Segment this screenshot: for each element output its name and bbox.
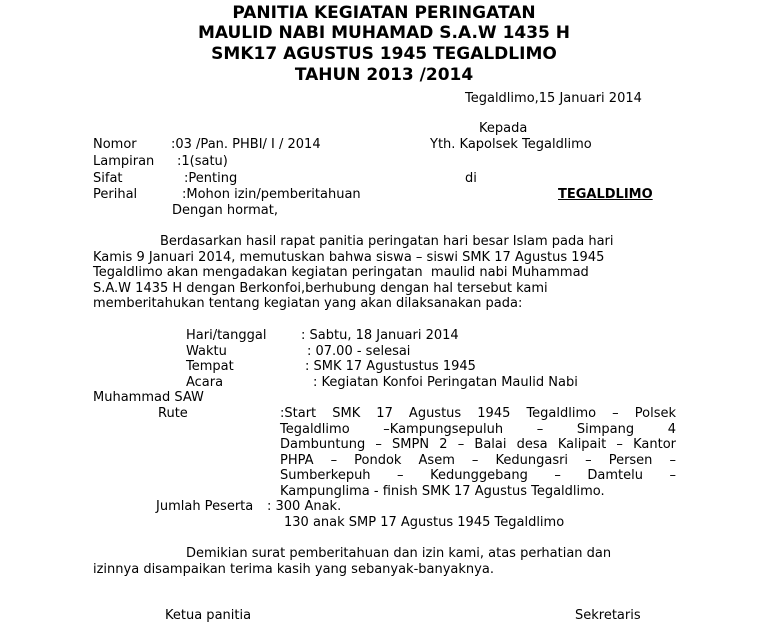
rute-line-6: Kampunglima - finish SMK 17 Agustus Tegaldlimo. xyxy=(280,484,605,499)
recipient-di: di xyxy=(465,171,477,186)
signature-sekretaris: Sekretaris xyxy=(575,608,641,623)
body-line-4: S.A.W 1435 H dengan Berkonfoi,berhubung dengan hal tersebut kami xyxy=(93,281,548,296)
lampiran-label: Lampiran xyxy=(93,154,155,169)
acara-value: : Kegiatan Konfoi Peringatan Maulid Nabi xyxy=(313,375,578,390)
closing-line-1: Demikian surat pemberitahuan dan izin kami, atas perhatian dan xyxy=(186,546,612,561)
body-line-3: Tegaldlimo akan mengadakan kegiatan peringatan maulid nabi Muhammad xyxy=(93,265,589,280)
rute-label: Rute xyxy=(158,406,188,421)
jumlah-label: Jumlah Peserta xyxy=(156,499,254,514)
header-line-3: SMK17 AGUSTUS 1945 TEGALDLIMO xyxy=(211,44,557,64)
body-line-2: Kamis 9 Januari 2014, memutuskan bahwa siswa – siswi SMK 17 Agustus 1945 xyxy=(93,250,605,265)
nomor-label: Nomor xyxy=(93,137,137,152)
rute-line-2: Tegaldlimo –Kampungsepuluh – Simpang 4 xyxy=(280,421,676,437)
tempat-value: : SMK 17 Agustustus 1945 xyxy=(305,359,476,374)
tempat-label: Tempat xyxy=(186,359,234,374)
perihal-label: Perihal xyxy=(93,187,138,202)
closing-line-2: izinnya disampaikan terima kasih yang sebanyak-banyaknya. xyxy=(93,562,494,577)
rute-line-3: Dambuntung – SMPN 2 – Balai desa Kalipait – Kantor xyxy=(280,437,676,453)
waktu-label: Waktu xyxy=(186,344,227,359)
waktu-value: : 07.00 - selesai xyxy=(307,344,411,359)
nomor-value: :03 /Pan. PHBI/ I / 2014 xyxy=(171,137,321,152)
lampiran-value: :1(satu) xyxy=(177,154,228,169)
hari-label: Hari/tanggal xyxy=(186,328,267,343)
recipient-yth: Yth. Kapolsek Tegaldlimo xyxy=(430,137,592,152)
acara-label: Acara xyxy=(186,375,224,390)
recipient-kepada: Kepada xyxy=(479,121,528,136)
signature-ketua: Ketua panitia xyxy=(165,608,252,623)
body-line-1: Berdasarkan hasil rapat panitia peringatan hari besar Islam pada hari xyxy=(160,234,614,249)
rute-line-1: :Start SMK 17 Agustus 1945 Tegaldlimo – Polsek xyxy=(280,406,676,421)
jumlah-value: : 300 Anak. xyxy=(267,499,342,514)
header-line-4: TAHUN 2013 /2014 xyxy=(294,65,474,85)
header-line-1: PANITIA KEGIATAN PERINGATAN xyxy=(232,3,536,23)
rute-line-5: Sumberkepuh – Kedunggebang – Damtelu – xyxy=(280,468,676,484)
greeting: Dengan hormat, xyxy=(172,203,279,218)
sifat-label: Sifat xyxy=(93,171,123,186)
perihal-value: :Mohon izin/pemberitahuan xyxy=(182,187,361,202)
sifat-value: :Penting xyxy=(184,171,238,186)
rute-line-4: PHPA – Pondok Asem – Kedungasri – Persen – xyxy=(280,452,676,468)
recipient-city: TEGALDLIMO xyxy=(558,187,653,202)
date-place: Tegaldlimo,15 Januari 2014 xyxy=(465,91,642,106)
header-line-2: MAULID NABI MUHAMAD S.A.W 1435 H xyxy=(197,23,571,43)
jumlah-continuation: 130 anak SMP 17 Agustus 1945 Tegaldlimo xyxy=(284,515,565,530)
acara-continuation: Muhammad SAW xyxy=(93,390,204,405)
hari-value: : Sabtu, 18 Januari 2014 xyxy=(301,328,459,343)
body-line-5: memberitahukan tentang kegiatan yang akan dilaksanakan pada: xyxy=(93,296,523,311)
